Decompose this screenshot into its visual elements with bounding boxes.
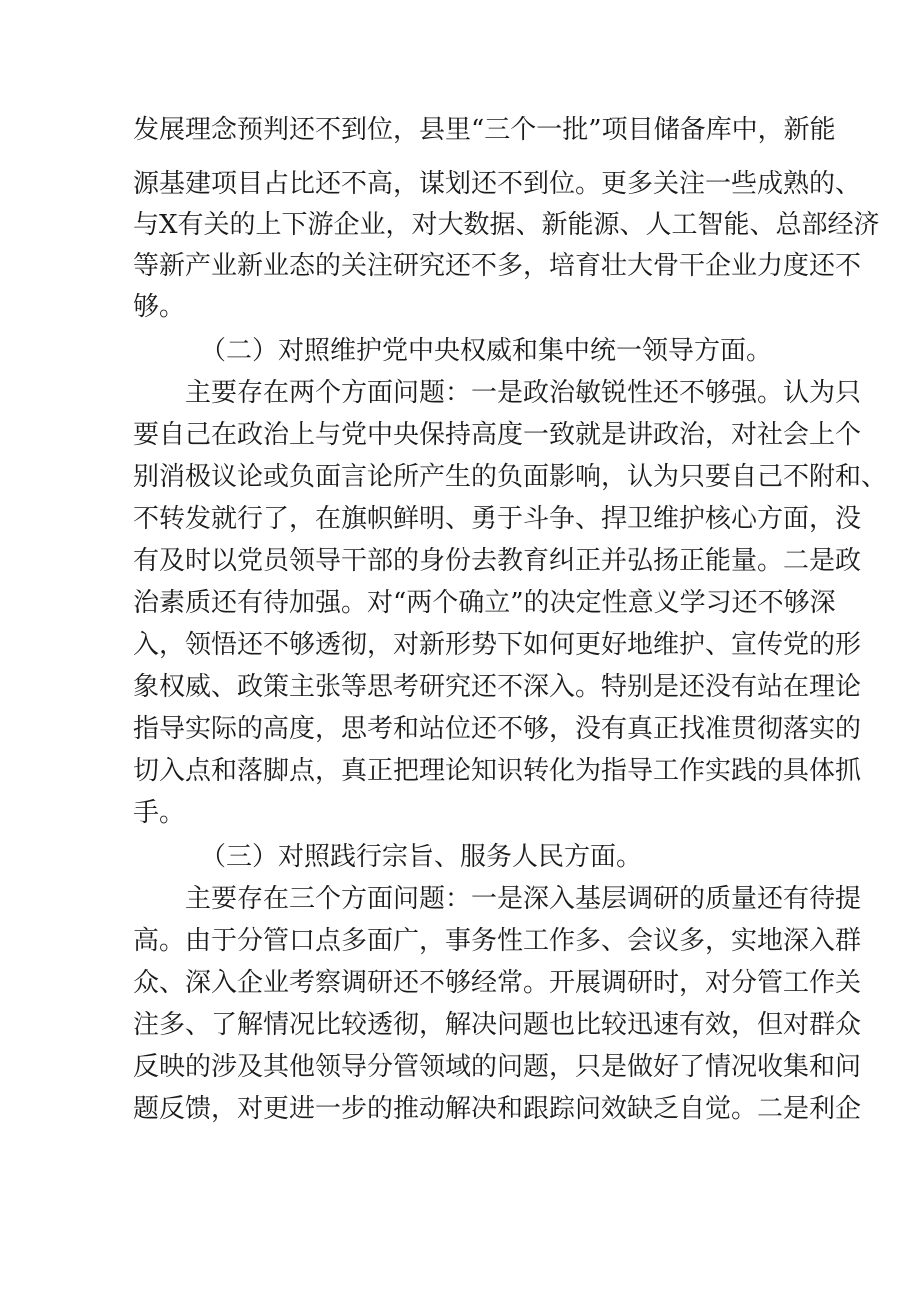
text-line: 与X有关的上下游企业，对大数据、新能源、人工智能、总部经济	[133, 210, 880, 240]
text-line: 够。	[133, 292, 186, 322]
text-line: 等新产业新业态的关注研究还不多，培育壮大骨干企业力度还不	[133, 251, 862, 281]
section-heading: （三）对照践行宗旨、服务人民方面。	[200, 842, 643, 872]
text-line: 不转发就行了，在旗帜鲜明、勇于斗争、捍卫维护核心方面，没	[133, 504, 862, 534]
text-line: 象权威、政策主张等思考研究还不深入。特别是还没有站在理论	[133, 672, 862, 702]
text-line: 众、深入企业考察调研还不够经常。开展调研时，对分管工作关	[133, 968, 862, 998]
text-line: 主要存在两个方面问题：一是政治敏锐性还不够强。认为只	[185, 378, 862, 408]
text-line: 切入点和落脚点，真正把理论知识转化为指导工作实践的具体抓	[133, 756, 862, 786]
text-line: 反映的涉及其他领导分管领域的问题，只是做好了情况收集和问	[133, 1052, 862, 1082]
text-line: 源基建项目占比还不高，谋划还不到位。更多关注一些成熟的、	[133, 169, 862, 199]
text-line: 入，领悟还不够透彻，对新形势下如何更好地维护、宣传党的形	[133, 630, 862, 660]
text-line: 别消极议论或负面言论所产生的负面影响，认为只要自己不附和、	[133, 462, 888, 492]
section-heading: （二）对照维护党中央权威和集中统一领导方面。	[200, 336, 773, 366]
text-line: 指导实际的高度，思考和站位还不够，没有真正找准贯彻落实的	[133, 714, 862, 744]
text-line: 有及时以党员领导干部的身份去教育纠正并弘扬正能量。二是政	[133, 546, 862, 576]
text-line: 高。由于分管口点多面广，事务性工作多、会议多，实地深入群	[133, 926, 862, 956]
text-line: 题反馈，对更进一步的推动解决和跟踪问效缺乏自觉。二是利企	[133, 1094, 862, 1124]
text-line: 要自己在政治上与党中央保持高度一致就是讲政治，对社会上个	[133, 420, 862, 450]
text-line: 主要存在三个方面问题：一是深入基层调研的质量还有待提	[185, 884, 862, 914]
text-line: 治素质还有待加强。对“两个确立”的决定性意义学习还不够深	[133, 588, 836, 618]
text-line: 手。	[133, 798, 186, 828]
text-line: 发展理念预判还不到位，县里“三个一批”项目储备库中，新能	[133, 115, 836, 145]
text-line: 注多、了解情况比较透彻，解决问题也比较迅速有效，但对群众	[133, 1010, 862, 1040]
